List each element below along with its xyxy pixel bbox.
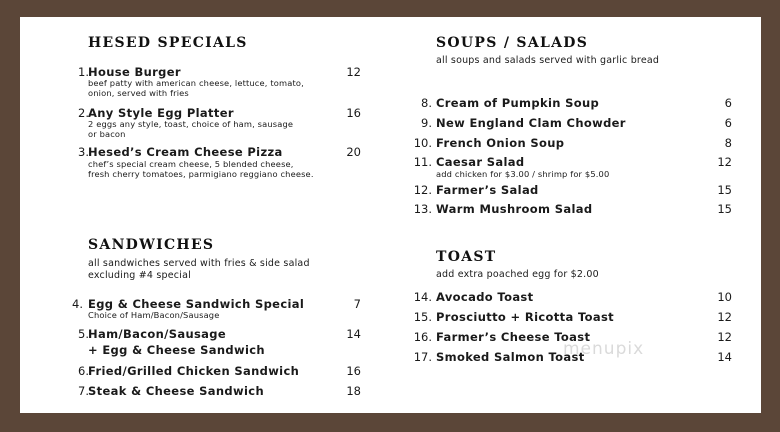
- item-name: Fried/Grilled Chicken Sandwich: [88, 364, 300, 378]
- menu-item-4: [67, 296, 367, 320]
- section-note: all soups and salads served with garlic bread: [436, 55, 660, 66]
- item-price: 18: [346, 384, 361, 398]
- item-name: Caesar Salad: [436, 155, 525, 169]
- item-price: 6: [724, 96, 732, 110]
- menu-item-1: [67, 64, 367, 98]
- menu-item-7: [67, 383, 367, 399]
- item-number: 1.: [78, 65, 89, 79]
- item-price: 15: [717, 202, 732, 216]
- item-number: 7.: [78, 384, 89, 398]
- toast-section: [410, 248, 732, 388]
- item-name: House Burger: [88, 65, 181, 79]
- menu-item-3: [67, 144, 367, 179]
- item-number: 16.: [413, 330, 432, 344]
- menu-item-2: [67, 105, 367, 139]
- item-description: fresh cherry tomatoes, parmigiano reggiano cheese.: [88, 169, 314, 179]
- item-number: 10.: [413, 136, 432, 150]
- item-price: 12: [717, 155, 732, 169]
- item-number: 6.: [78, 364, 89, 378]
- item-price: 10: [717, 290, 732, 304]
- item-price: 14: [346, 327, 361, 341]
- item-name: Farmer’s Cheese Toast: [436, 330, 591, 344]
- item-number: 15.: [413, 310, 432, 324]
- item-number: 17.: [413, 350, 432, 364]
- menu-item-8: [410, 95, 732, 111]
- item-name: Smoked Salmon Toast: [436, 350, 585, 364]
- item-description: chef’s special cream cheese, 5 blended cheese,: [88, 159, 294, 169]
- hesed-specials-section: [67, 34, 367, 184]
- item-name: Farmer’s Salad: [436, 183, 539, 197]
- section-note: add extra poached egg for $2.00: [436, 269, 599, 280]
- menu-item-15: [410, 309, 732, 325]
- menu-item-13: [410, 201, 732, 217]
- item-name: Prosciutto + Ricotta Toast: [436, 310, 615, 324]
- item-name: Avocado Toast: [436, 290, 534, 304]
- item-name: New England Clam Chowder: [436, 116, 626, 130]
- menu-item-12: [410, 182, 732, 198]
- section-title: SOUPS / SALADS: [436, 35, 589, 51]
- item-number: 5.: [78, 327, 89, 341]
- item-price: 12: [717, 310, 732, 324]
- item-number: 12.: [413, 183, 432, 197]
- item-number: 2.: [78, 106, 89, 120]
- menu-item-11: [410, 154, 732, 179]
- item-description: or bacon: [88, 129, 126, 139]
- section-note: all sandwiches served with fries & side salad: [88, 258, 310, 269]
- menu-item-5: [67, 326, 367, 358]
- item-price: 12: [346, 65, 361, 79]
- item-description: 2 eggs any style, toast, choice of ham, sausage: [88, 119, 294, 129]
- item-name: Ham/Bacon/Sausage: [88, 327, 227, 341]
- item-number: 14.: [413, 290, 432, 304]
- item-number: 3.: [78, 145, 89, 159]
- item-price: 7: [353, 297, 361, 311]
- item-description: beef patty with american cheese, lettuce, tomato,: [88, 78, 304, 88]
- item-name: French Onion Soup: [436, 136, 565, 150]
- menu-item-10: [410, 135, 732, 151]
- watermark: menupix: [563, 339, 645, 359]
- item-price: 15: [717, 183, 732, 197]
- item-description: Choice of Ham/Bacon/Sausage: [88, 310, 220, 320]
- item-name: Egg & Cheese Sandwich Special: [88, 297, 305, 311]
- menu-card: [20, 17, 761, 413]
- item-price: 16: [346, 106, 361, 120]
- section-title: SANDWICHES: [88, 237, 215, 253]
- item-price: 12: [717, 330, 732, 344]
- item-name: Warm Mushroom Salad: [436, 202, 593, 216]
- section-title: HESED SPECIALS: [88, 35, 248, 51]
- item-price: 8: [724, 136, 732, 150]
- menu-item-9: [410, 115, 732, 131]
- item-name: Cream of Pumpkin Soup: [436, 96, 600, 110]
- item-price: 6: [724, 116, 732, 130]
- item-price: 14: [717, 350, 732, 364]
- item-number: 11.: [413, 155, 432, 169]
- menu-item-6: [67, 363, 367, 379]
- item-description: onion, served with fries: [88, 88, 189, 98]
- item-name: Any Style Egg Platter: [88, 106, 234, 120]
- item-number: 8.: [421, 96, 432, 110]
- section-note: excluding #4 special: [88, 270, 191, 281]
- sandwiches-section: [67, 236, 367, 411]
- item-number: 4.: [72, 297, 83, 311]
- menu-item-14: [410, 289, 732, 305]
- item-price: 20: [346, 145, 361, 159]
- item-number: 13.: [413, 202, 432, 216]
- item-name: Steak & Cheese Sandwich: [88, 384, 264, 398]
- item-name-continued: + Egg & Cheese Sandwich: [88, 343, 265, 357]
- item-description: add chicken for $3.00 / shrimp for $5.00: [436, 169, 610, 179]
- soups-salads-section: [410, 34, 732, 216]
- item-price: 16: [346, 364, 361, 378]
- section-title: TOAST: [436, 249, 497, 265]
- item-name: Hesed’s Cream Cheese Pizza: [88, 145, 283, 159]
- item-number: 9.: [421, 116, 432, 130]
